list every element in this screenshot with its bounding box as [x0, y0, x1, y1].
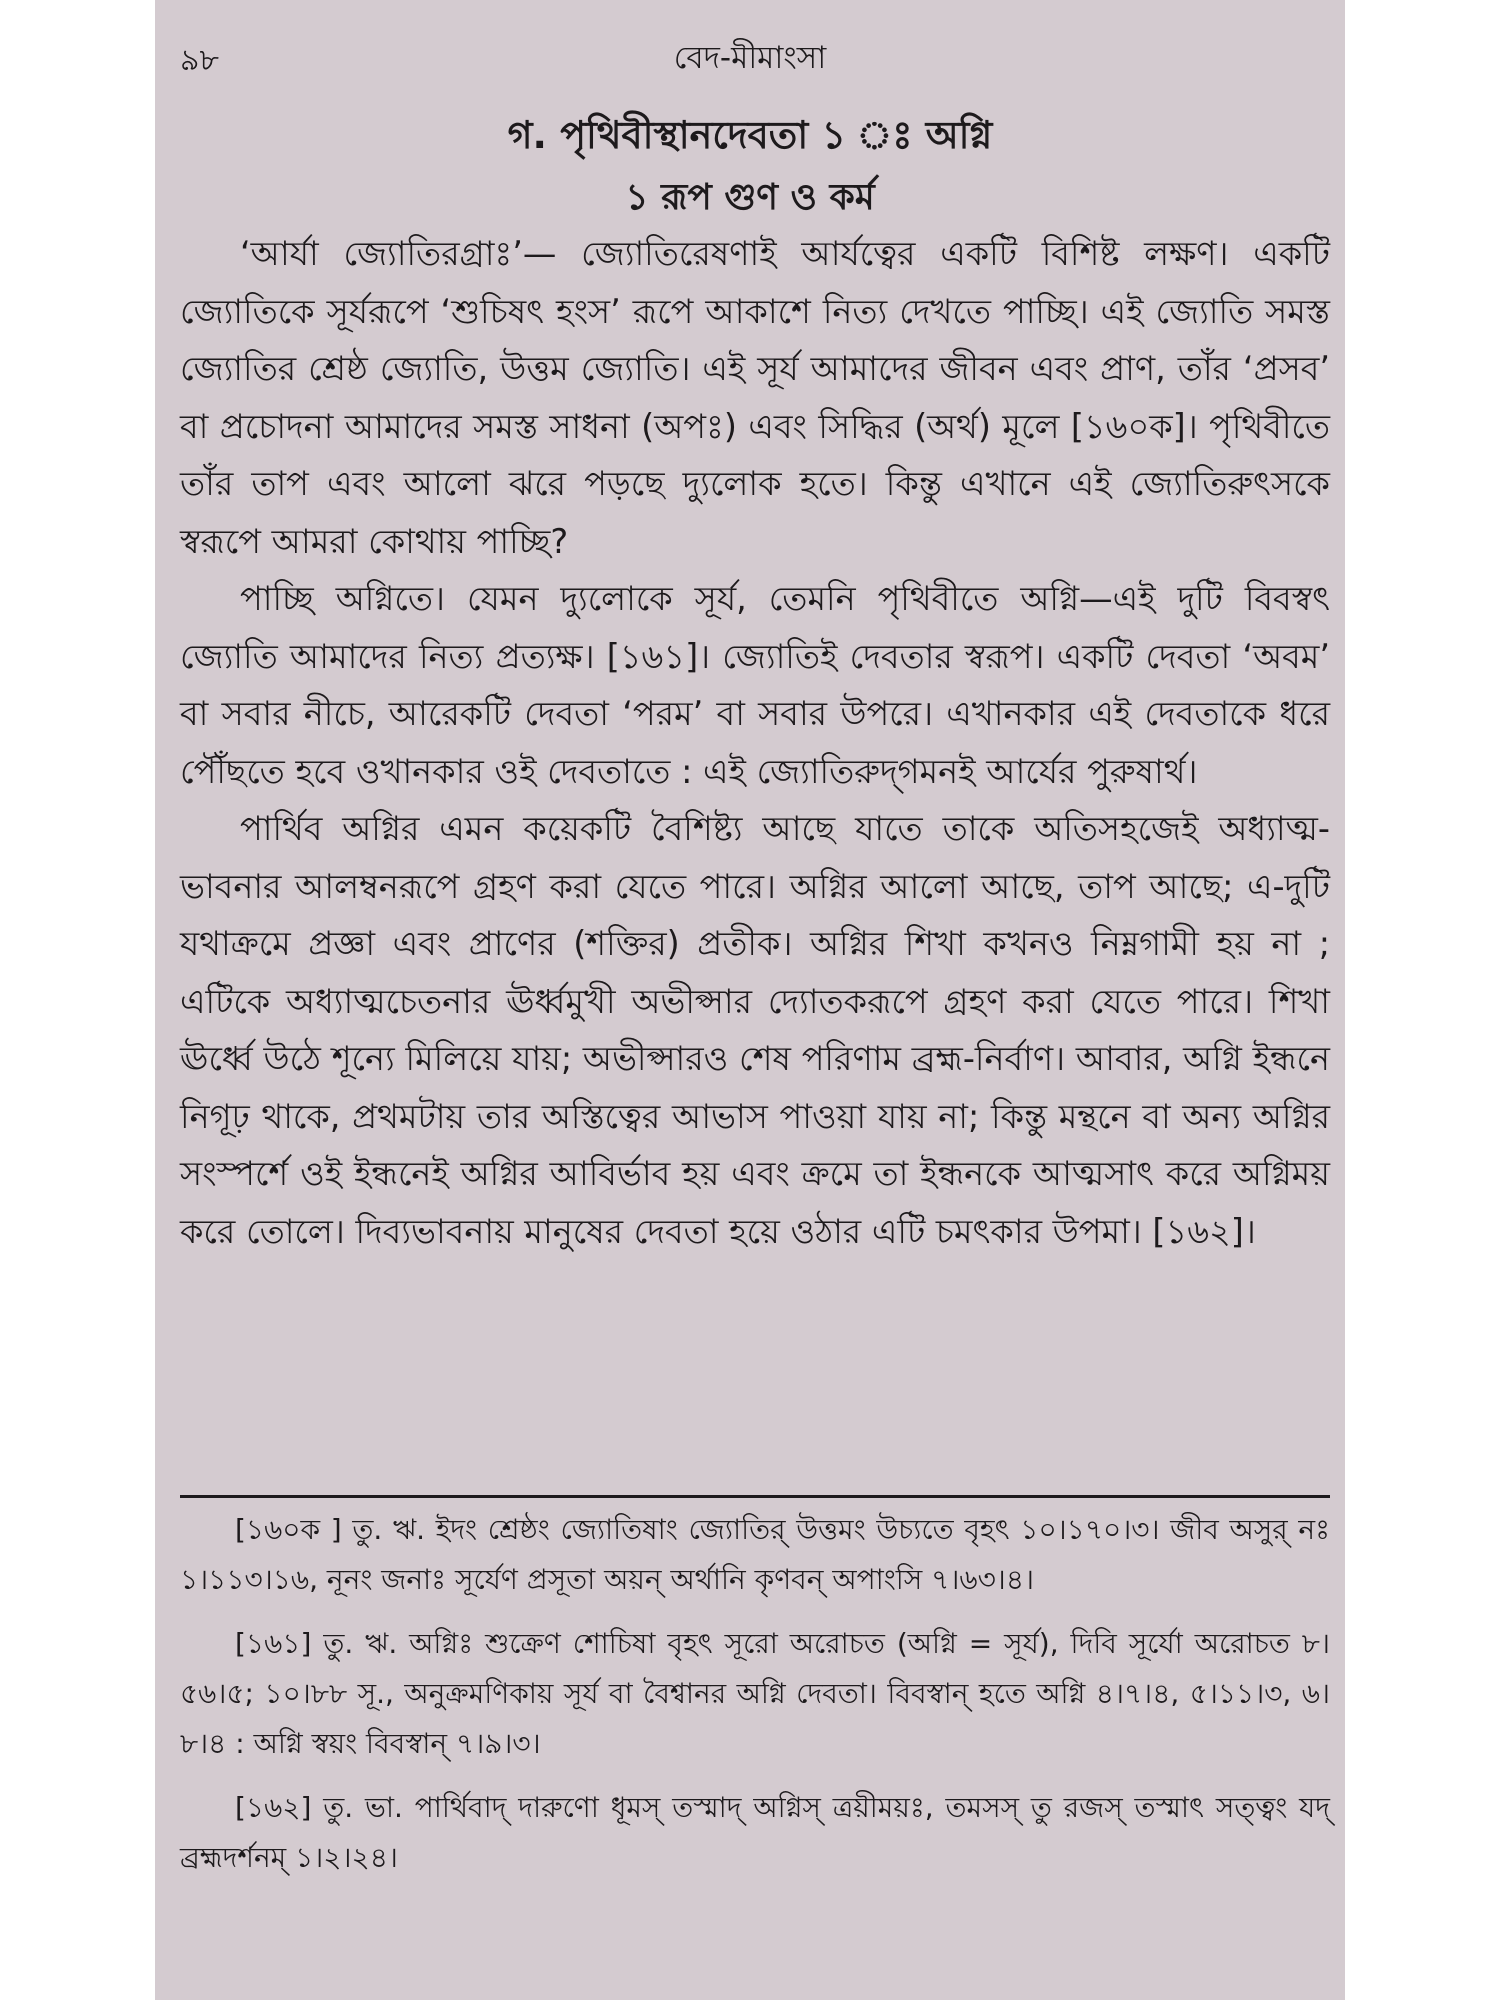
- book-page: [155, 0, 1345, 2000]
- body-text: [180, 225, 1330, 1260]
- section-heading: গ. পৃথিবীস্থানদেবতা ১ ঃ অগ্নি: [507, 113, 993, 157]
- page-number: ৯৮: [180, 43, 219, 78]
- running-title: বেদ-মীমাংসা: [673, 40, 827, 76]
- footnotes: [180, 1505, 1330, 1897]
- sub-heading: ১ রূপ গুণ ও কর্ম: [625, 177, 875, 218]
- footnote: [১৬২] তু. ভা. পার্থিবাদ্‌ দারুণো ধূমস্‌ তস্মাদ্‌ অগ্নিস্‌ ত্রয়ীময়ঃ, তমসস্‌ তু রজস্‌ তস্মাৎ সত্ত্বং যদ্‌ ব্রহ্মদর্শনম্‌ ১।২।২৪।: [180, 1791, 1330, 1874]
- footnote-divider: [180, 1495, 1330, 1498]
- paragraph: পাচ্ছি অগ্নিতে। যেমন দ্যুলোকে সূর্য, তেমনি পৃথিবীতে অগ্নি—এই দুটি বিবস্বৎ জ্যোতি আমাদের নিত্য প্রত্যক্ষ। [১৬১]। জ্যোতিই দেবতার স্বরূপ। একটি দেবতা ‘অবম’ বা সবার নীচে, আরেকটি দেবতা ‘পরম’ বা সবার উপরে। এখানকার এই দেবতাকে ধরে পৌঁছতে হবে ওখানকার ওই দেবতাতে : এই জ্যোতিরুদ্‌গমনই আর্যের পুরুষার্থ।: [180, 579, 1330, 791]
- footnote: [১৬০ক ] তু. ঋ. ইদং শ্রেষ্ঠং জ্যোতিষাং জ্যোতির্‌ উত্তমং উচ্যতে বৃহৎ ১০।১৭০।৩। জীব অসুর্‌ নঃ ১।১১৩।১৬, নূনং জনাঃ সূর্যেণ প্রসূতা অয়ন্‌ অর্থানি কৃণবন্‌ অপাংসি ৭।৬৩।৪।: [180, 1513, 1330, 1596]
- paragraph: পার্থিব অগ্নির এমন কয়েকটি বৈশিষ্ট্য আছে যাতে তাকে অতিসহজেই অধ্যাত্ম-ভাবনার আলম্বনরূপে গ্রহণ করা যেতে পারে। অগ্নির আলো আছে, তাপ আছে; এ-দুটি যথাক্রমে প্রজ্ঞা এবং প্রাণের (শক্তির) প্রতীক। অগ্নির শিখা কখনও নিম্নগামী হয় না ; এটিকে অধ্যাত্মচেতনার ঊর্ধ্বমুখী অভীপ্সার দ্যোতকরূপে গ্রহণ করা যেতে পারে। শিখা ঊর্ধ্বে উঠে শূন্যে মিলিয়ে যায়; অভীপ্সারও শেষ পরিণাম ব্রহ্ম-নির্বাণ। আবার, অগ্নি ইন্ধনে নিগূঢ় থাকে, প্রথমটায় তার অস্তিত্বের আভাস পাওয়া যায় না; কিন্তু মন্থনে বা অন্য অগ্নির সংস্পর্শে ওই ইন্ধনেই অগ্নির আবির্ভাব হয় এবং ক্রমে তা ইন্ধনকে আত্মসাৎ করে অগ্নিময় করে তোলে। দিব্যভাবনায় মানুষের দেবতা হয়ে ওঠার এটি চমৎকার উপমা। [১৬২]।: [180, 809, 1330, 1251]
- running-head: [155, 32, 1345, 76]
- footnote: [১৬১] তু. ঋ. অগ্নিঃ শুক্রেণ শোচিষা বৃহৎ সূরো অরোচত (অগ্নি = সূর্য), দিবি সূর্যো অরোচত ৮।৫৬।৫; ১০।৮৮ সূ., অনুক্রমণিকায় সূর্য বা বৈশ্বানর অগ্নি দেবতা। বিবস্বান্‌ হতে অগ্নি ৪।৭।৪, ৫।১১।৩, ৬।৮।৪ : অগ্নি স্বয়ং বিবস্বান্‌ ৭।৯।৩।: [180, 1627, 1330, 1760]
- paragraph: ‘আর্যা জ্যোতিরগ্রাঃ’— জ্যোতিরেষণাই আর্যত্বের একটি বিশিষ্ট লক্ষণ। একটি জ্যোতিকে সূর্যরূপে ‘শুচিষৎ হংস’ রূপে আকাশে নিত্য দেখতে পাচ্ছি। এই জ্যোতি সমস্ত জ্যোতির শ্রেষ্ঠ জ্যোতি, উত্তম জ্যোতি। এই সূর্য আমাদের জীবন এবং প্রাণ, তাঁর ‘প্রসব’ বা প্রচোদনা আমাদের সমস্ত সাধনা (অপঃ) এবং সিদ্ধির (অর্থ) মূলে [১৬০ক]। পৃথিবীতে তাঁর তাপ এবং আলো ঝরে পড়ছে দ্যুলোক হতে। কিন্তু এখানে এই জ্যোতিরুৎসকে স্বরূপে আমরা কোথায় পাচ্ছি?: [180, 234, 1330, 561]
